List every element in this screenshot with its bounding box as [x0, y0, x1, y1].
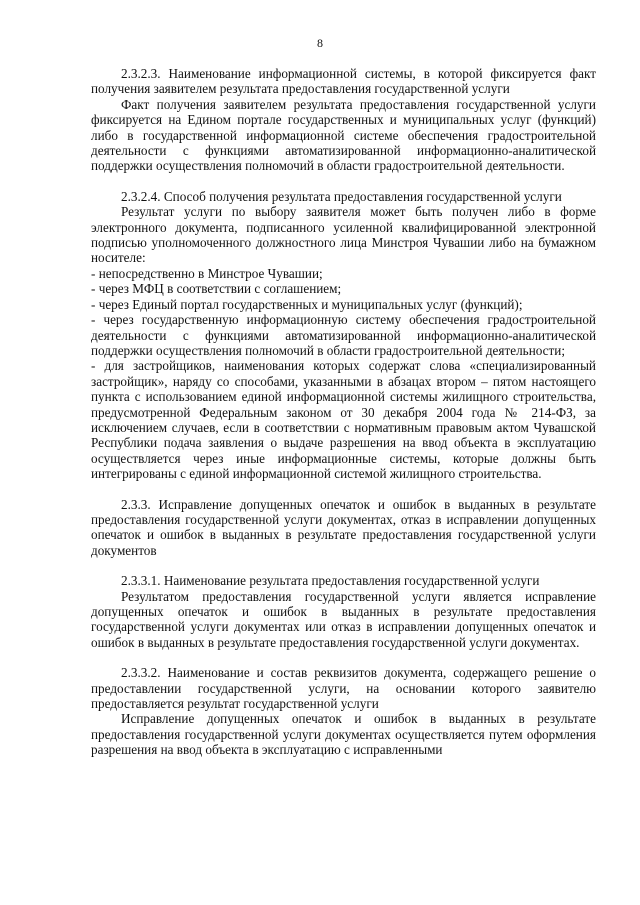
section-heading-2-3-3-2: 2.3.3.2. Наименование и состав реквизитов документа, содержащего решение о предоставлении государственной услуги, на основании которого заявителю предоставляется результат государственной услуги: [91, 665, 596, 712]
paragraph: Факт получения заявителем результата предоставления государственной услуги фиксируется на Едином портале государственных и муниципальных услуг (функций) либо в государственной информационной системе обеспечения градостроительной деятельности с функциями автоматизированной информационно-аналитической поддержки осуществления полномочий в области градостроительной деятельности.: [91, 96, 596, 174]
paragraph: Исправление допущенных опечаток и ошибок в выданных в результате предоставления государственной услуги документах осуществляется путем оформления разрешения на ввод объекта в эксплуатацию с исправленными: [91, 711, 596, 758]
page-number: 8: [317, 36, 323, 50]
list-item: - для застройщиков, наименования которых содержат слова «специализированный застройщик», наряду со способами, указанными в абзацах втором – пятом настоящего пункта с использованием единой информационной системы жилищного строительства, предусмотренной Федеральным законом от 30 декабря 2004 года № 214-ФЗ, за исключением случаев, если в соответствии с нормативным правовым актом Чувашской Республики подача заявления о выдаче разрешения на ввод объекта в эксплуатацию осуществляется через иные информационные системы, которые должны быть интегрированы с единой информационной системой жилищного строительства.: [91, 358, 596, 482]
list-item: - через государственную информационную систему обеспечения градостроительной деятельности с функциями автоматизированной информационно-аналитической поддержки осуществления полномочий в области градостроительной деятельности;: [91, 312, 596, 358]
list-item: - через МФЦ в соответствии с соглашением;: [91, 281, 342, 297]
section-heading-2-3-2-4: 2.3.2.4. Способ получения результата предоставления государственной услуги: [121, 188, 562, 204]
document-body: [91, 66, 596, 758]
paragraph: Результат услуги по выбору заявителя может быть получен либо в форме электронного документа, подписанного усиленной квалифицированной электронной подписью уполномоченного должностного лица Минстроя Чувашии либо на бумажном носителе:: [91, 204, 596, 266]
delivery-methods-list: [91, 266, 596, 482]
section-heading-2-3-2-3: 2.3.2.3. Наименование информационной системы, в которой фиксируется факт получения заявителем результата предоставления государственной услуги: [91, 66, 596, 97]
paragraph: Результатом предоставления государственной услуги является исправление допущенных опечаток и ошибок в выданных в результате предоставления государственной услуги документах или отказ в исправлении допущенных опечаток и ошибок в выданных в результате предоставления государственной услуги документах.: [91, 588, 596, 650]
list-item: - через Единый портал государственных и муниципальных услуг (функций);: [91, 296, 523, 312]
list-item: - непосредственно в Минстрое Чувашии;: [91, 265, 323, 281]
section-heading-2-3-3: 2.3.3. Исправление допущенных опечаток и ошибок в выданных в результате предоставления государственной услуги документах, отказ в исправлении допущенных опечаток и ошибок в выданных в результате предоставления государственной услуги документов: [91, 496, 596, 558]
section-heading-2-3-3-1: 2.3.3.1. Наименование результата предоставления государственной услуги: [121, 573, 540, 589]
